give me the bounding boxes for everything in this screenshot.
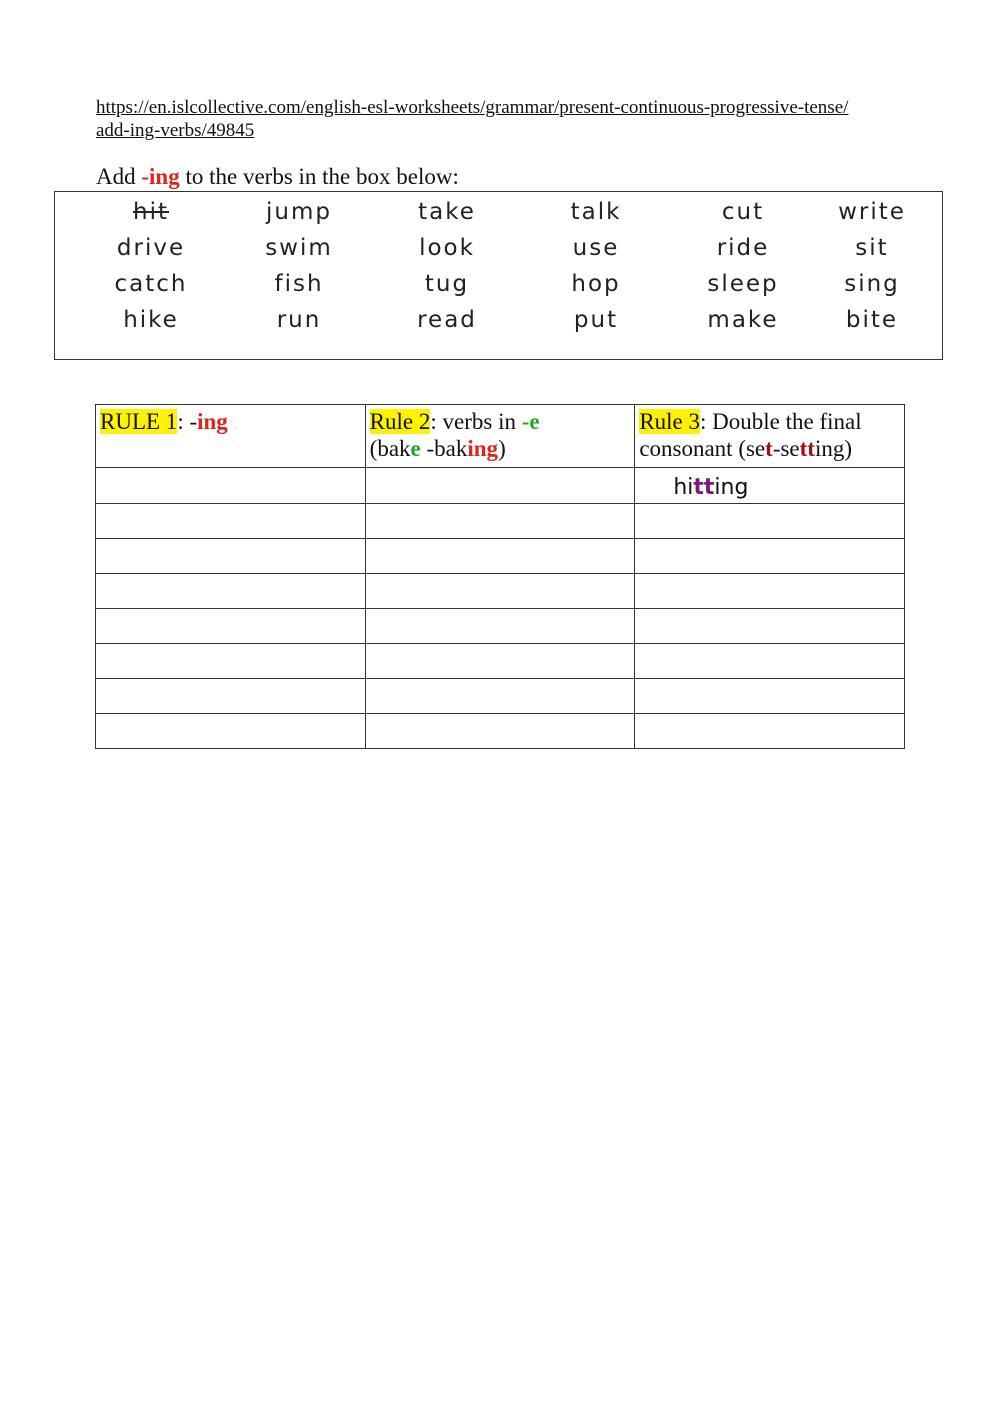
rule3-end: ing) bbox=[814, 436, 853, 461]
verb-word: swim bbox=[265, 235, 333, 261]
rule1-header bbox=[96, 405, 366, 468]
rule1-ending: ing bbox=[197, 409, 228, 434]
verb-word: put bbox=[573, 307, 619, 333]
verb-word: hike bbox=[123, 307, 179, 333]
instruction-text bbox=[96, 163, 459, 191]
rule1-answer-cell[interactable] bbox=[96, 539, 366, 574]
rule2-answer-cell[interactable] bbox=[365, 468, 635, 504]
rule2-example-e: e bbox=[410, 436, 421, 461]
answer-row bbox=[96, 504, 905, 539]
verb-word: hop bbox=[571, 271, 621, 297]
answer-row bbox=[96, 679, 905, 714]
rule2-label: Rule 2 bbox=[369, 409, 431, 434]
verb-word: sit bbox=[855, 235, 889, 261]
verb-word: make bbox=[707, 307, 779, 333]
rule3-answer-cell[interactable] bbox=[635, 468, 905, 504]
rule3-t: t bbox=[765, 436, 773, 461]
rule2-answer-cell[interactable] bbox=[365, 504, 635, 539]
verb-word: use bbox=[572, 235, 620, 261]
rule3-text: : Double the final consonant (se bbox=[639, 409, 862, 461]
rule2-text: : verbs in bbox=[430, 409, 522, 434]
answer-double: tt bbox=[693, 475, 715, 500]
rule2-example-mid: -bak bbox=[420, 436, 468, 461]
rule3-tt: tt bbox=[799, 436, 815, 461]
rule2-answer-cell[interactable] bbox=[365, 539, 635, 574]
rule3-header bbox=[635, 405, 905, 468]
verb-word: cut bbox=[721, 199, 765, 225]
verb-word: sleep bbox=[707, 271, 779, 297]
rule2-answer-cell[interactable] bbox=[365, 714, 635, 749]
source-url-link[interactable]: https://en.islcollective.com/english-esl-worksheets/grammar/present-continuous-progressive-tense/add-ing-verbs/49845 bbox=[96, 97, 849, 141]
rule1-answer-cell[interactable] bbox=[96, 574, 366, 609]
rule1-answer-cell[interactable] bbox=[96, 714, 366, 749]
verb-word: catch bbox=[114, 271, 188, 297]
rule1-sep: : - bbox=[177, 409, 198, 434]
verb-word: look bbox=[419, 235, 475, 261]
verb-box bbox=[54, 191, 943, 360]
rule3-answer-cell[interactable] bbox=[635, 539, 905, 574]
verb-word: ride bbox=[716, 235, 770, 261]
rule3-answer-cell[interactable] bbox=[635, 644, 905, 679]
rule3-answer-cell[interactable] bbox=[635, 609, 905, 644]
rule1-answer-cell[interactable] bbox=[96, 609, 366, 644]
verb-word: drive bbox=[116, 235, 186, 261]
rule1-answer-cell[interactable] bbox=[96, 468, 366, 504]
verb-word: bite bbox=[845, 307, 899, 333]
rule2-answer-cell[interactable] bbox=[365, 679, 635, 714]
verb-word: sing bbox=[844, 271, 900, 297]
verb-word: read bbox=[417, 307, 477, 333]
verb-word: jump bbox=[266, 199, 332, 225]
rule1-answer-cell[interactable] bbox=[96, 504, 366, 539]
answer-row bbox=[96, 714, 905, 749]
rule3-label: Rule 3 bbox=[639, 409, 701, 434]
verb-word: tug bbox=[424, 271, 470, 297]
rule3-answer-cell[interactable] bbox=[635, 574, 905, 609]
instruction-rest: to the verbs in the box below: bbox=[179, 164, 459, 189]
ing-suffix: -ing bbox=[141, 164, 180, 189]
answer-row bbox=[96, 539, 905, 574]
rule2-answer-cell[interactable] bbox=[365, 574, 635, 609]
rule1-answer-cell[interactable] bbox=[96, 644, 366, 679]
verb-word: write bbox=[838, 199, 906, 225]
rule2-answer-cell[interactable] bbox=[365, 644, 635, 679]
rules-table bbox=[95, 404, 905, 749]
rule3-answer-cell[interactable] bbox=[635, 714, 905, 749]
rule2-answer-cell[interactable] bbox=[365, 609, 635, 644]
instruction-prefix: Add bbox=[96, 164, 142, 189]
rule2-example-close: ) bbox=[498, 436, 506, 461]
answer-row bbox=[96, 468, 905, 504]
rule1-label: RULE 1 bbox=[100, 409, 178, 434]
answer-end: ing bbox=[714, 475, 749, 500]
rule2-ending: -e bbox=[521, 409, 540, 434]
rule2-example: (bak bbox=[369, 436, 411, 461]
answer-row bbox=[96, 644, 905, 679]
rule1-answer-cell[interactable] bbox=[96, 679, 366, 714]
rule3-answer-cell[interactable] bbox=[635, 504, 905, 539]
rule3-answer-cell[interactable] bbox=[635, 679, 905, 714]
rule3-mid: -se bbox=[772, 436, 800, 461]
verb-word: fish bbox=[274, 271, 324, 297]
rule2-example-ing: ing bbox=[467, 436, 499, 461]
answer-hitting bbox=[639, 474, 748, 501]
rule2-header bbox=[365, 405, 635, 468]
verb-word: talk bbox=[570, 199, 622, 225]
verb-word: take bbox=[418, 199, 476, 225]
verb-word: hit bbox=[133, 199, 169, 225]
rules-header-row bbox=[96, 405, 905, 468]
verb-word: run bbox=[276, 307, 322, 333]
answer-row bbox=[96, 609, 905, 644]
answer-start: hi bbox=[673, 475, 694, 500]
answer-row bbox=[96, 574, 905, 609]
